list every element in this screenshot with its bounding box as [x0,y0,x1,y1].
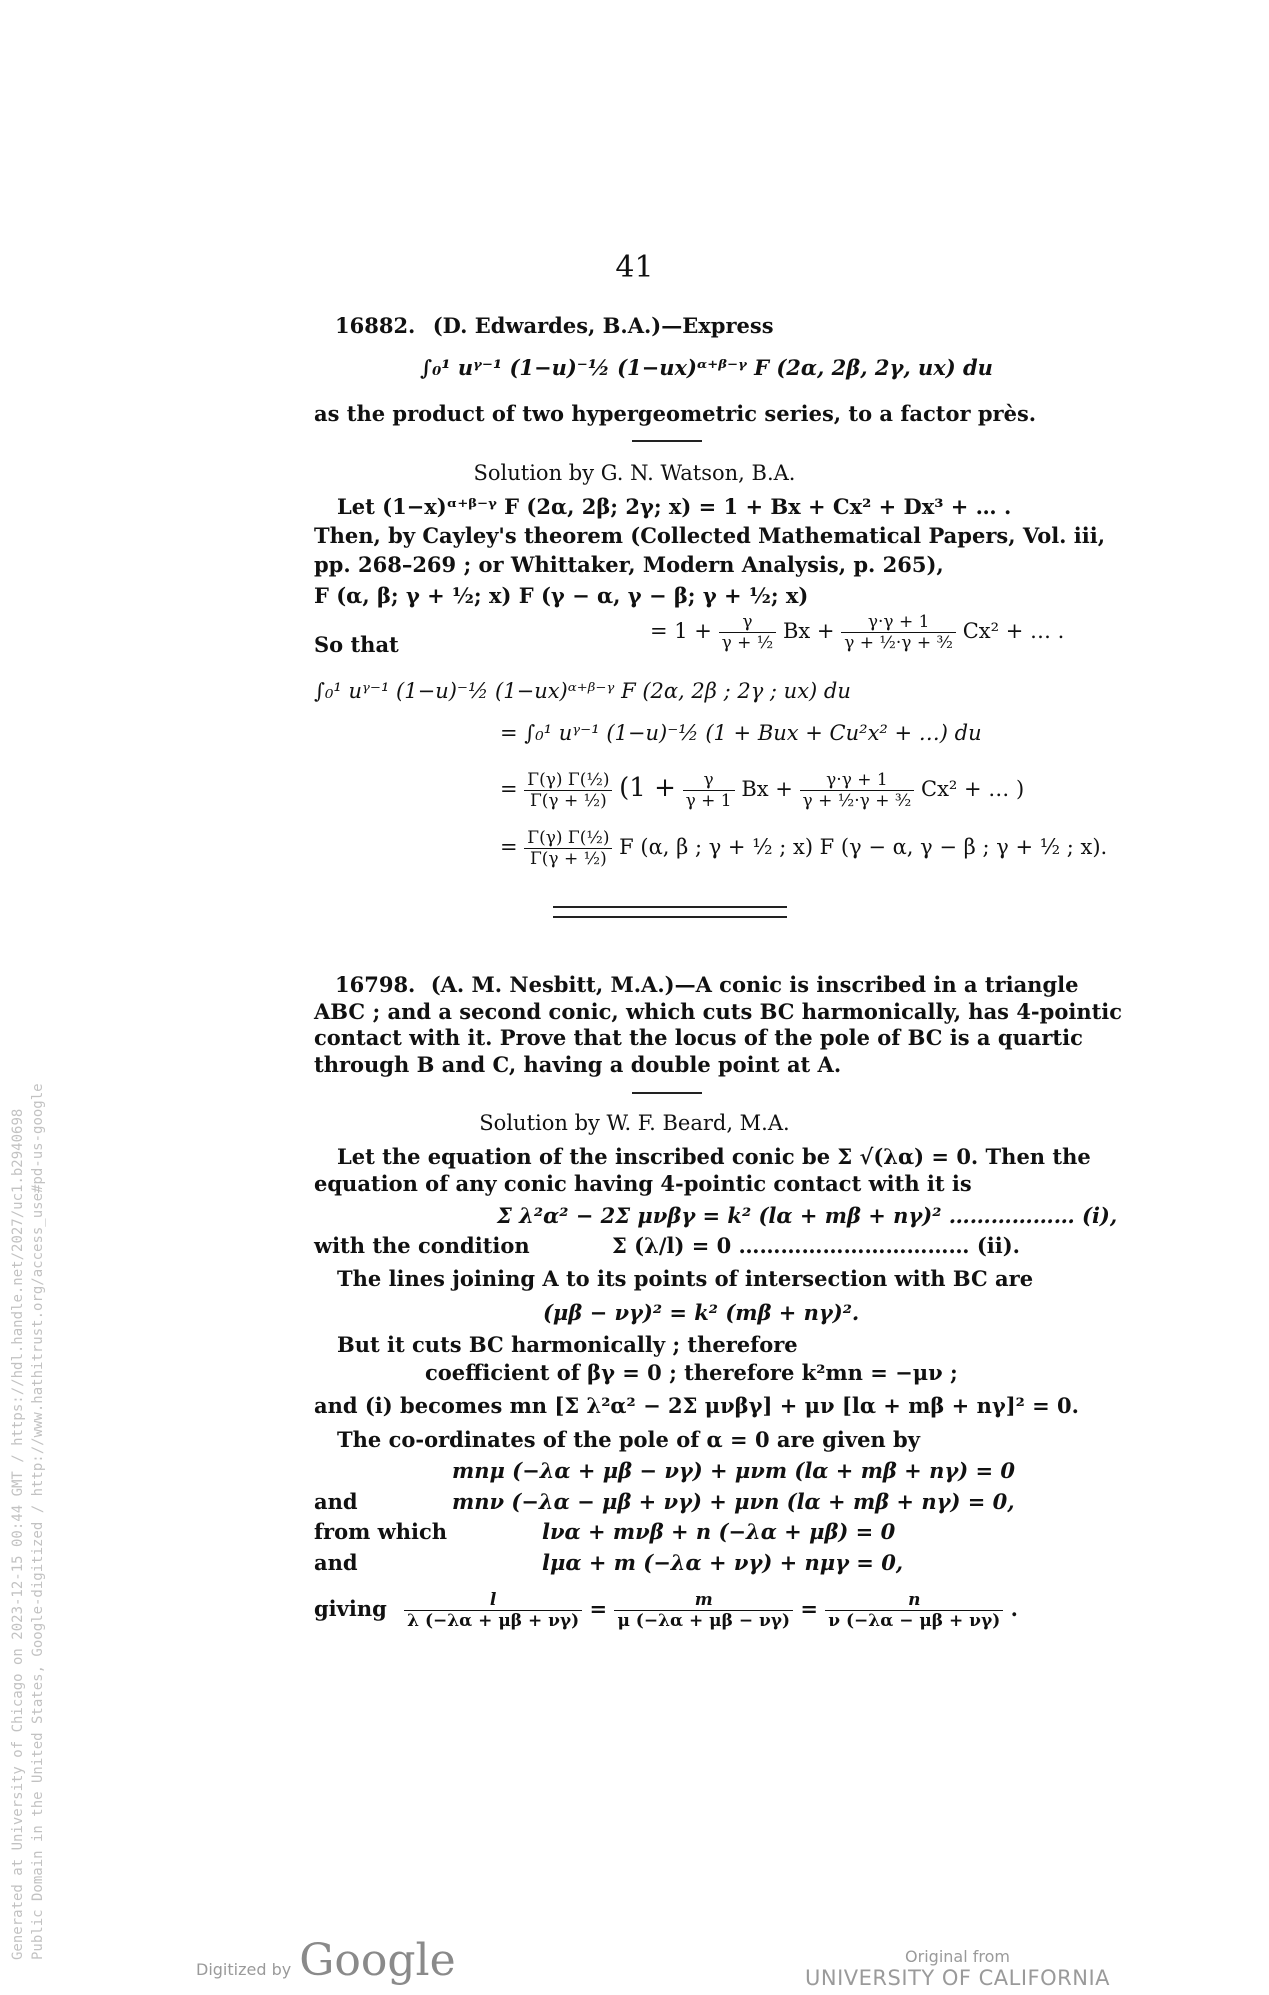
from-which-label: from which [314,1519,448,1544]
cayley-line: Then, by Cayley's theorem (Collected Mathematical Papers, Vol. iii, [314,523,1106,548]
short-rule [632,440,702,442]
solution-two-line-7: But it cuts BC harmonically ; therefore [337,1332,798,1357]
step-one: = ∫₀¹ uᵞ⁻¹ (1−u)⁻½ (1 + Bux + Cu²x² + …) du [500,721,982,745]
fraction [719,612,777,653]
fraction-denominator: ν (−λα − μβ + νγ) [828,1611,1001,1631]
fraction-denominator: γ + ½·γ + ³⁄₂ [844,633,953,653]
fraction [800,770,915,811]
fraction [841,612,956,653]
fraction-denominator: γ + ½·γ + ³⁄₂ [802,791,912,811]
step-three-product: F (α, β ; γ + ½ ; x) F (γ − α, γ − β ; γ + ½ ; x). [619,835,1108,859]
equals-sign: = [589,1596,608,1621]
equation-ii: Σ (λ/l) = 0 …………………………… (ii). [612,1233,1020,1258]
section-divider [553,906,787,918]
digitized-by-label: Digitized by [196,1960,292,1979]
hathitrust-watermark [8,1083,48,1960]
integral-line: ∫₀¹ uᵞ⁻¹ (1−u)⁻½ (1−ux)ᵅ⁺ᵝ⁻ᵞ F (2α, 2β ; 2γ ; ux) du [314,679,851,703]
problem-number: 16798. [335,972,416,997]
fraction-numerator: m [614,1590,793,1611]
digitized-by-google [196,1935,456,1986]
let-line: Let (1−x)ᵅ⁺ᵝ⁻ᵞ F (2α, 2β; 2γ; x) = 1 + Bx + Cx² + Dx³ + … . [337,494,1012,519]
gamma-fraction [524,828,612,869]
product-line: F (α, β; γ + ½; x) F (γ − α, γ − β; γ + ½; x) [314,583,809,608]
pole-equation-3: lνα + mνβ + n (−λα + μβ) = 0 [542,1519,896,1544]
so-that-rhs-b: Bx + [782,619,835,643]
fraction-denominator: Γ(γ + ½) [530,849,607,869]
problem-two-line-3: contact with it. Prove that the locus of the pole of BC is a quartic [314,1025,1083,1050]
equation-i: Σ λ²α² − 2Σ μνβγ = k² (lα + mβ + nγ)² ……………… (i), [497,1203,1118,1228]
problem-two-line-2: ABC ; and a second conic, which cuts BC harmonically, has 4-pointic [314,999,1123,1024]
pole-equation-1: mnμ (−λα + μβ − νγ) + μνm (lα + mβ + nγ) = 0 [452,1458,1015,1483]
step-two-open: (1 + [619,773,676,803]
solution-two-line-2: equation of any conic having 4-pointic contact with it is [314,1171,972,1196]
problem-integral: ∫₀¹ uᵞ⁻¹ (1−u)⁻½ (1−ux)ᵅ⁺ᵝ⁻ᵞ F (2α, 2β, 2γ, ux) du [420,355,993,380]
step-three-equals: = [500,835,518,859]
step-two-equals: = [500,777,518,801]
watermark-line-2: Public Domain in the United States, Google-digitized / http://www.hathitrust.org/access_use#pd-us-google [30,1083,46,1960]
lines-equation: (μβ − νγ)² = k² (mβ + nγ)². [543,1300,860,1325]
becomes-line: and (i) becomes mn [Σ λ²α² − 2Σ μνβγ] + μν [lα + mβ + nγ]² = 0. [314,1393,1079,1418]
coefficient-line: coefficient of βγ = 0 ; therefore k²mn = −μν ; [425,1360,958,1385]
so-that-rhs-c: Cx² + … . [962,619,1065,643]
pole-equation-4: lμα + m (−λα + νγ) + nμγ = 0, [542,1550,904,1575]
ratio-fraction [825,1590,1003,1631]
giving-line [314,1590,1018,1631]
so-that-expression [650,612,1064,653]
ratio-fraction [404,1590,582,1631]
fraction-numerator: l [404,1590,582,1611]
google-logo: Google [299,1935,456,1986]
fraction [683,770,735,811]
and-label: and [314,1489,358,1514]
ratio-fraction [614,1590,793,1631]
solution-two-line-1: Let the equation of the inscribed conic be Σ √(λα) = 0. Then the [337,1144,1091,1169]
fraction-numerator: γ·γ + 1 [841,612,956,633]
watermark-line-1: Generated at University of Chicago on 2023-12-15 00:44 GMT / https://hdl.handle.net/2027/uc1.b2940698 [10,1108,26,1960]
problem-text: as the product of two hypergeometric series, to a factor près. [314,401,1037,426]
problem-two-line-4: through B and C, having a double point at A. [314,1052,842,1077]
university-label: UNIVERSITY OF CALIFORNIA [805,1966,1111,1990]
solution-heading: Solution by G. N. Watson, B.A. [473,461,796,485]
equals-sign: = [800,1596,818,1621]
fraction-numerator: γ [683,770,735,791]
step-three [500,828,1107,869]
fraction-numerator: Γ(γ) Γ(½) [524,828,612,849]
and-label: and [314,1550,358,1575]
pole-line: The co-ordinates of the pole of α = 0 are given by [337,1427,920,1452]
fraction-numerator: Γ(γ) Γ(½) [524,770,612,791]
step-two-bx: Bx + [741,777,793,801]
original-from-label: Original from [905,1947,1010,1966]
period: . [1010,1596,1018,1621]
problem-number: 16882. [335,313,416,338]
fraction-numerator: n [825,1590,1003,1611]
condition-label: with the condition [314,1233,530,1258]
fraction-denominator: γ + ½ [721,633,774,653]
so-that-rhs-a: = 1 + [650,619,712,643]
solution-two-line-5: The lines joining A to its points of intersection with BC are [337,1266,1034,1291]
problem-header [335,313,774,339]
giving-label: giving [314,1596,387,1621]
short-rule [632,1092,702,1094]
pole-equation-2: mnν (−λα − μβ + νγ) + μνn (lα + mβ + nγ) = 0, [452,1489,1015,1514]
fraction-denominator: λ (−λα + μβ + νγ) [407,1611,580,1631]
page-number: 41 [615,250,654,285]
fraction-numerator: γ·γ + 1 [800,770,915,791]
fraction-numerator: γ [719,612,777,633]
gamma-fraction [524,770,612,811]
so-that-label: So that [314,632,399,657]
fraction-denominator: γ + 1 [685,791,732,811]
pp-line: pp. 268–269 ; or Whittaker, Modern Analysis, p. 265), [314,552,944,577]
step-two [500,770,1024,811]
solution-two-heading: Solution by W. F. Beard, M.A. [479,1111,790,1135]
fraction-denominator: μ (−λα + μβ − νγ) [617,1611,791,1631]
problem-two-text-1: (A. M. Nesbitt, M.A.)—A conic is inscribed in a triangle [430,972,1079,997]
problem-two-line-1 [335,972,1078,998]
fraction-denominator: Γ(γ + ½) [530,791,607,811]
step-two-close: Cx² + … ) [921,777,1025,801]
original-from [805,1947,1110,1990]
problem-author: (D. Edwardes, B.A.)—Express [432,313,774,338]
